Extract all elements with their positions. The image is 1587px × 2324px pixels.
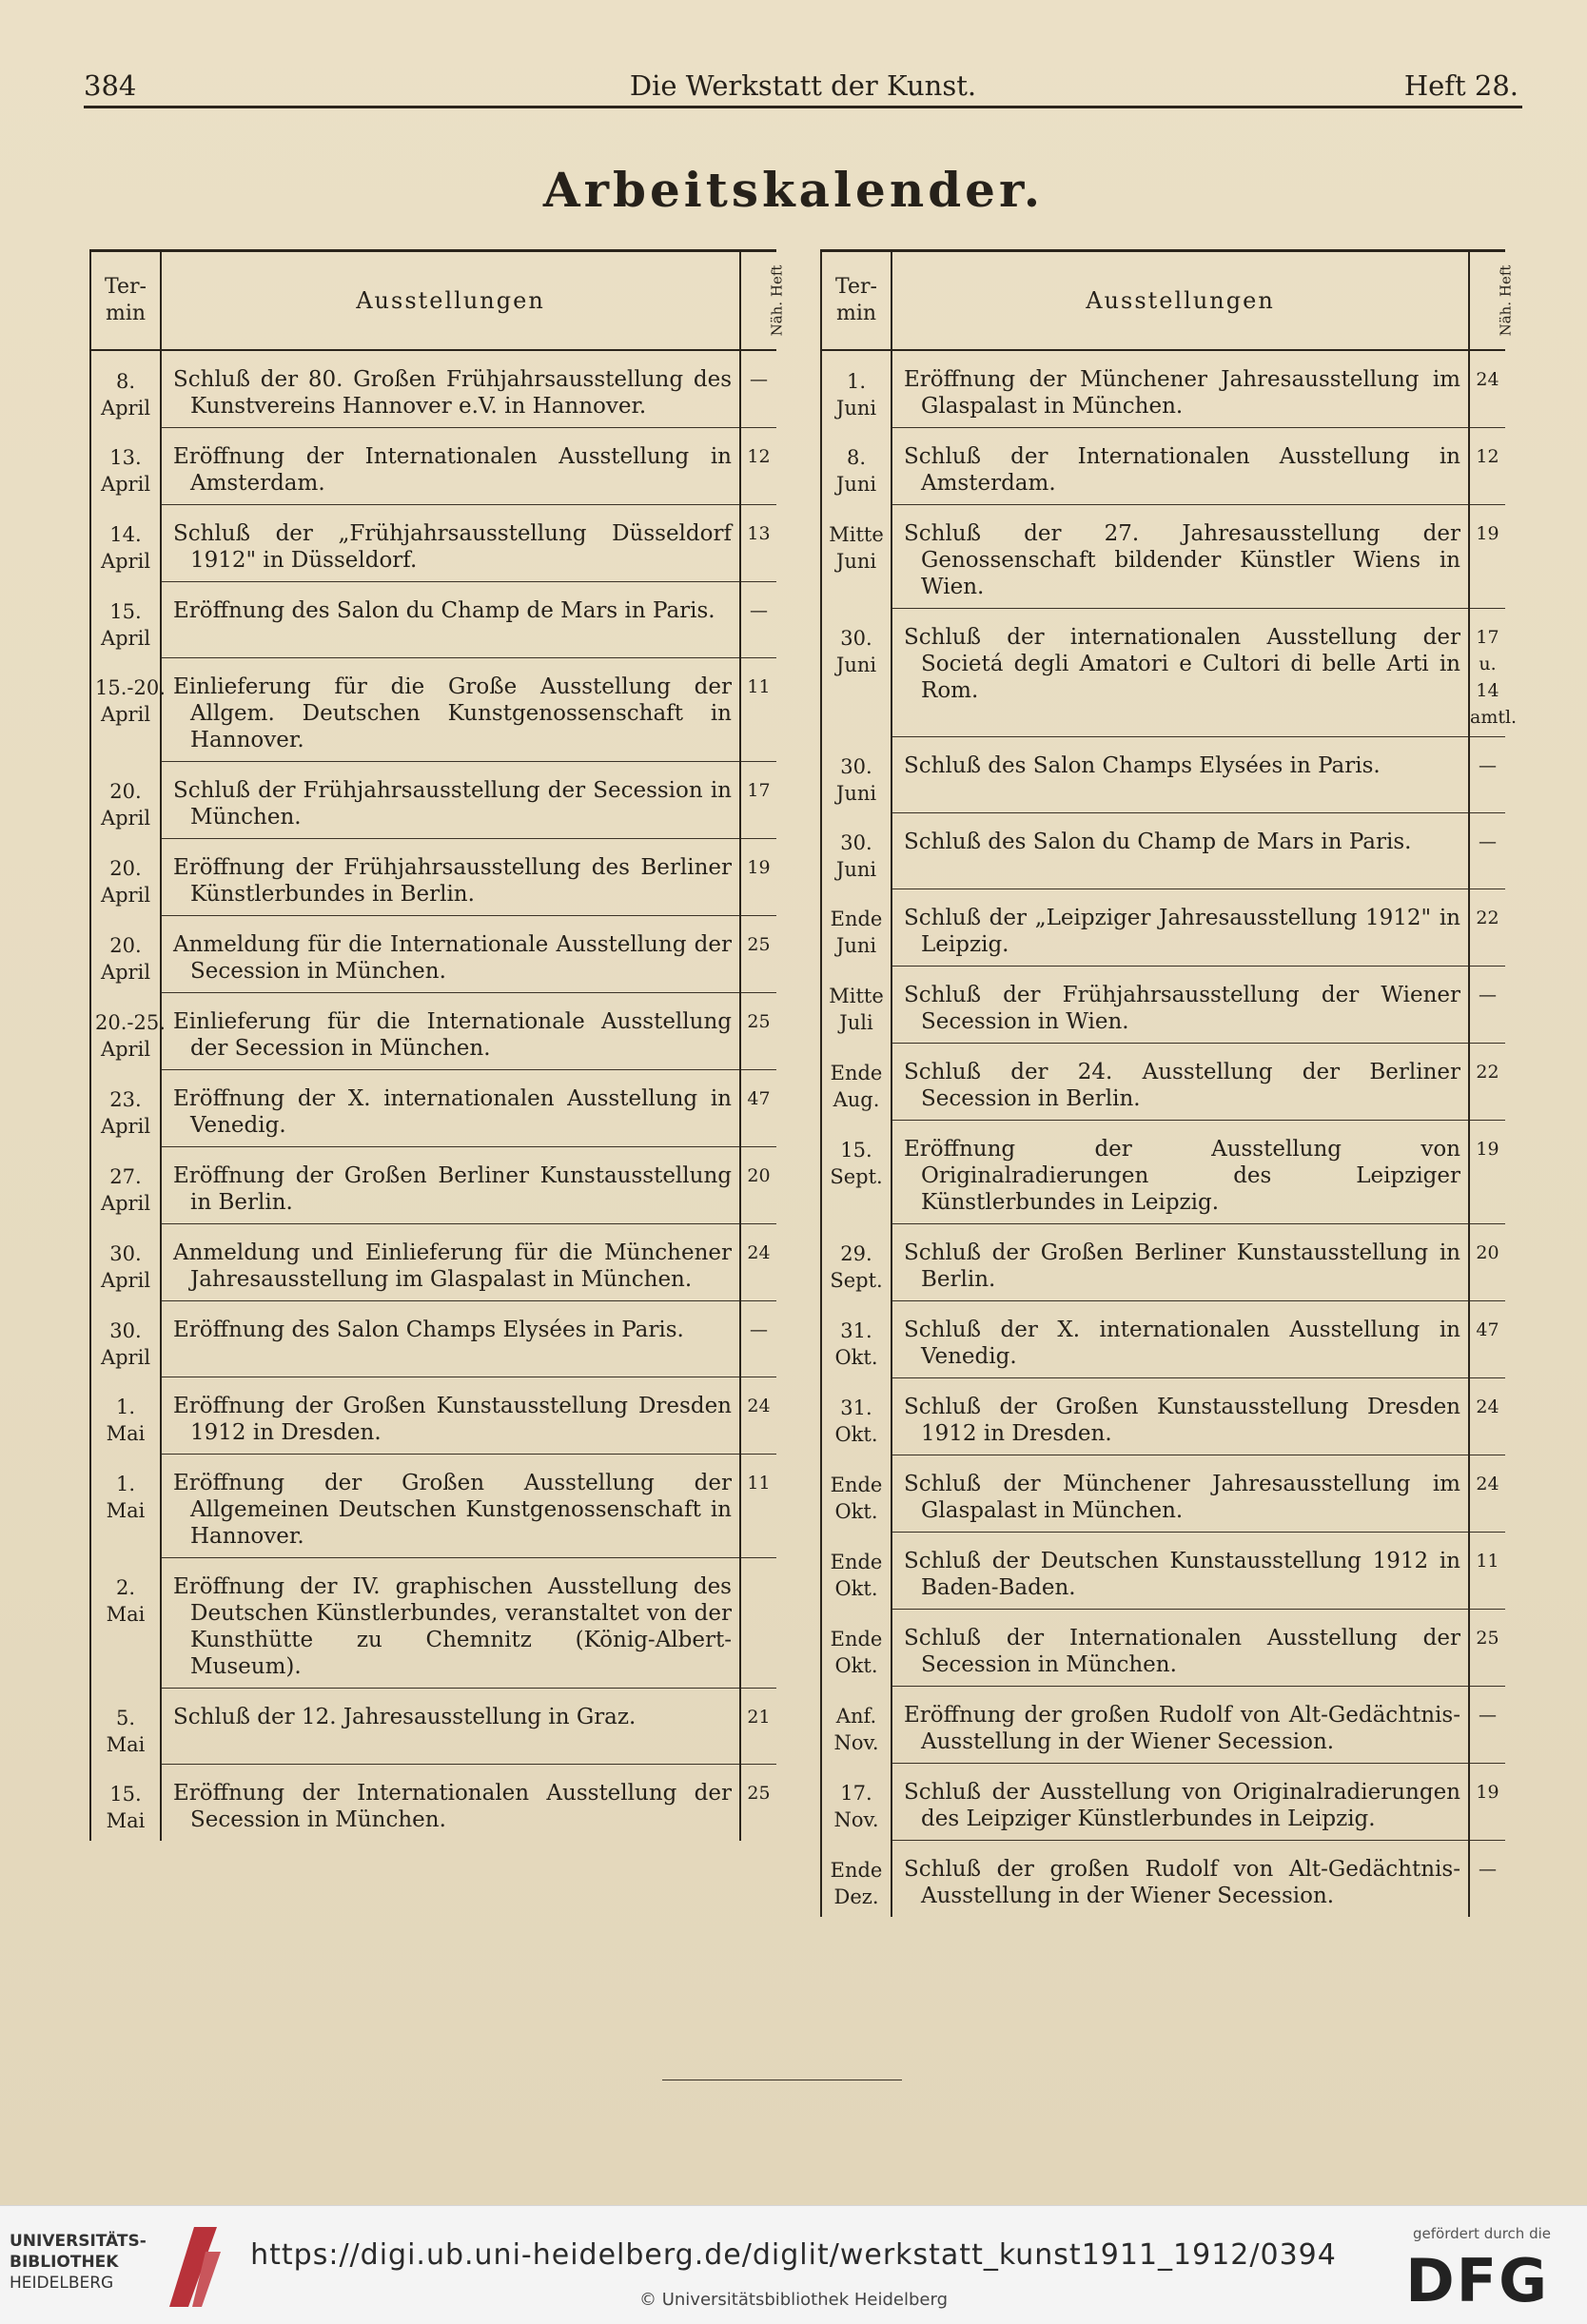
calendar-entry	[90, 350, 776, 428]
entry-date: 1. Juni	[821, 350, 891, 428]
entry-date: Ende Okt.	[821, 1455, 891, 1532]
entry-date: 8. Juni	[821, 427, 891, 504]
calendar-entry	[821, 1686, 1505, 1763]
entry-issue-reference: —	[1469, 966, 1505, 1043]
entry-description: Schluß der 27. Jahresausstellung der Genossenschaft bildender Künstler Wiens in Wien.	[891, 504, 1469, 608]
calendar-entry	[821, 1300, 1505, 1377]
calendar-entry	[90, 657, 776, 761]
entry-date: 8. April	[90, 350, 161, 428]
calendar-entry	[90, 1069, 776, 1146]
entry-issue-reference: 25	[740, 992, 776, 1069]
entry-description: Schluß der Großen Kunstausstellung Dresden 1912 in Dresden.	[891, 1377, 1469, 1455]
copyright-notice: © Universitätsbibliothek Heidelberg	[638, 2290, 948, 2310]
calendar-entry	[90, 1764, 776, 1841]
viewer-footer	[0, 2205, 1587, 2324]
running-head	[84, 55, 1522, 108]
calendar-entry	[90, 1454, 776, 1557]
funded-by-label: gefördert durch die	[1413, 2225, 1551, 2242]
permalink-url[interactable]: https://digi.ub.uni-heidelberg.de/diglit/werkstatt_kunst1911_1912/0394	[250, 2238, 1337, 2272]
calendar-entry	[90, 427, 776, 504]
entry-date: 30. Juni	[821, 736, 891, 812]
entry-date: Anf. Nov.	[821, 1686, 891, 1763]
entry-issue-reference: 12	[740, 427, 776, 504]
entry-date: 14. April	[90, 504, 161, 581]
entry-date: 13. April	[90, 427, 161, 504]
library-name-line: UNIVERSITÄTS-	[10, 2232, 147, 2251]
entry-description: Schluß der „Leipziger Jahresausstellung 1912" in Leipzig.	[891, 889, 1469, 966]
entry-issue-reference: 17 u. 14 amtl.	[1469, 608, 1505, 736]
page-number: 384	[84, 69, 137, 102]
column-header-issue: Näh. Heft	[1469, 251, 1505, 350]
entry-issue-reference: 12	[1469, 427, 1505, 504]
entry-issue-reference: 13	[740, 504, 776, 581]
entry-issue-reference: —	[1469, 736, 1505, 812]
entry-issue-reference: 17	[740, 761, 776, 838]
calendar-entry	[90, 581, 776, 657]
entry-issue-reference: 24	[1469, 1455, 1505, 1532]
calendar-table-right	[820, 249, 1518, 1917]
entry-date: 30. April	[90, 1223, 161, 1300]
entry-date: Mitte Juli	[821, 966, 891, 1043]
entry-description: Schluß der Internationalen Ausstellung der Secession in München.	[891, 1609, 1469, 1686]
entry-date: 1. Mai	[90, 1454, 161, 1557]
entry-date: 17. Nov.	[821, 1763, 891, 1840]
calendar-entry	[821, 966, 1505, 1043]
entry-date: 15. April	[90, 581, 161, 657]
entry-issue-reference: 19	[740, 838, 776, 915]
entry-description: Schluß der Frühjahrsausstellung der Wiener Secession in Wien.	[891, 966, 1469, 1043]
column-header-exhibitions: Ausstellungen	[161, 251, 740, 350]
entry-date: 15. Sept.	[821, 1120, 891, 1223]
entry-date: 29. Sept.	[821, 1223, 891, 1300]
page-title: Arbeitskalender.	[542, 162, 1045, 218]
entry-issue-reference: 25	[1469, 1609, 1505, 1686]
entry-issue-reference: 22	[1469, 889, 1505, 966]
entry-issue-reference: 11	[1469, 1532, 1505, 1609]
calendar-entry	[821, 504, 1505, 608]
entry-issue-reference: 47	[740, 1069, 776, 1146]
entry-issue-reference: 11	[740, 657, 776, 761]
entry-date: 27. April	[90, 1146, 161, 1223]
entry-issue-reference: —	[740, 1300, 776, 1377]
entry-description: Eröffnung der Internationalen Ausstellung in Amsterdam.	[161, 427, 740, 504]
entry-description: Eröffnung der Ausstellung von Originalradierungen des Leipziger Künstlerbundes in Leipzig.	[891, 1120, 1469, 1223]
calendar-entry	[90, 1688, 776, 1764]
calendar-entry	[90, 992, 776, 1069]
calendar-entry	[90, 1377, 776, 1454]
entry-issue-reference: 20	[740, 1146, 776, 1223]
calendar-entry	[90, 1146, 776, 1223]
entry-date: 30. Juni	[821, 812, 891, 889]
entry-date: 20.-25. April	[90, 992, 161, 1069]
calendar-entry	[90, 761, 776, 838]
entry-issue-reference: 25	[740, 915, 776, 992]
entry-issue-reference: —	[1469, 812, 1505, 889]
calendar-entry	[821, 889, 1505, 966]
entry-description: Eröffnung der Großen Kunstausstellung Dresden 1912 in Dresden.	[161, 1377, 740, 1454]
entry-issue-reference: 19	[1469, 504, 1505, 608]
entry-description: Eröffnung des Salon du Champ de Mars in Paris.	[161, 581, 740, 657]
entry-date: 20. April	[90, 838, 161, 915]
entry-description: Schluß der internationalen Ausstellung der Societá degli Amatori e Cultori di belle Arti in Rom.	[891, 608, 1469, 736]
column-header-date: Ter- min	[90, 251, 161, 350]
entry-issue-reference: —	[740, 581, 776, 657]
entry-date: 20. April	[90, 761, 161, 838]
entry-date: Ende Okt.	[821, 1532, 891, 1609]
calendar-entry	[821, 1763, 1505, 1840]
entry-description: Eröffnung der Internationalen Ausstellung der Secession in München.	[161, 1764, 740, 1841]
calendar-entry	[821, 736, 1505, 812]
entry-description: Schluß der „Frühjahrsausstellung Düsseldorf 1912" in Düsseldorf.	[161, 504, 740, 581]
entry-description: Eröffnung der Großen Berliner Kunstausstellung in Berlin.	[161, 1146, 740, 1223]
entry-description: Eröffnung der Großen Ausstellung der Allgemeinen Deutschen Kunstgenossenschaft in Hannover.	[161, 1454, 740, 1557]
calendar-entry	[90, 838, 776, 915]
entry-issue-reference: 21	[740, 1688, 776, 1764]
entry-description: Schluß der Münchener Jahresausstellung im Glaspalast in München.	[891, 1455, 1469, 1532]
dfg-logo: DFG	[1405, 2246, 1549, 2315]
entry-date: 5. Mai	[90, 1688, 161, 1764]
calendar-entry	[90, 1300, 776, 1377]
entry-description: Schluß der Deutschen Kunstausstellung 1912 in Baden-Baden.	[891, 1532, 1469, 1609]
entry-issue-reference: 19	[1469, 1120, 1505, 1223]
entry-issue-reference: 24	[1469, 350, 1505, 428]
entry-description: Schluß der Frühjahrsausstellung der Secession in München.	[161, 761, 740, 838]
library-name-line: HEIDELBERG	[10, 2274, 114, 2293]
entry-issue-reference	[740, 1557, 776, 1688]
calendar-entry	[821, 1377, 1505, 1455]
entry-issue-reference: 25	[747, 1782, 771, 1804]
calendar-entry	[821, 427, 1505, 504]
calendar-entry	[90, 915, 776, 992]
entry-description: Anmeldung und Einlieferung für die Münchener Jahresausstellung im Glaspalast in München.	[161, 1223, 740, 1300]
entry-date: 1. Mai	[90, 1377, 161, 1454]
entry-date: 20. April	[90, 915, 161, 992]
calendar-entry	[821, 1532, 1505, 1609]
entry-date: Ende Dez.	[821, 1840, 891, 1917]
issue-label: Heft 28.	[1403, 69, 1518, 102]
calendar-entry	[821, 1455, 1505, 1532]
entry-date: Mitte Juni	[821, 504, 891, 608]
column-header-date: Ter- min	[821, 251, 891, 350]
entry-date: 2. Mai	[90, 1557, 161, 1688]
column-header-issue: Näh. Heft	[740, 251, 776, 350]
calendar-entry	[90, 1557, 776, 1688]
entry-description: Schluß der großen Rudolf von Alt-Gedächtnis-Ausstellung in der Wiener Secession.	[891, 1840, 1469, 1917]
entry-description: Eröffnung der IV. graphischen Ausstellung des Deutschen Künstlerbundes, veranstaltet von der Kunsthütte zu Chemnitz (König-Albert-Museum).	[161, 1557, 740, 1688]
entry-description: Anmeldung für die Internationale Ausstellung der Secession in München.	[161, 915, 740, 992]
entry-issue-reference: 24	[740, 1223, 776, 1300]
entry-description: Schluß des Salon Champs Elysées in Paris.	[891, 736, 1469, 812]
entry-date: 30. April	[90, 1300, 161, 1377]
calendar-entry	[90, 504, 776, 581]
entry-date: 23. April	[90, 1069, 161, 1146]
entry-description: Schluß des Salon du Champ de Mars in Paris.	[891, 812, 1469, 889]
calendar-entry	[821, 812, 1505, 889]
calendar-entry	[821, 1120, 1505, 1223]
entry-description: Eröffnung der Frühjahrsausstellung des Berliner Künstlerbundes in Berlin.	[161, 838, 740, 915]
entry-description: Schluß der Internationalen Ausstellung in Amsterdam.	[891, 427, 1469, 504]
calendar-entry	[821, 1840, 1505, 1917]
entry-issue-reference: —	[740, 350, 776, 428]
entry-date: Ende Okt.	[821, 1609, 891, 1686]
calendar-entry	[821, 1043, 1505, 1120]
journal-title: Die Werkstatt der Kunst.	[629, 69, 977, 102]
entry-issue-reference: 24	[1469, 1377, 1505, 1455]
entry-date: 31. Okt.	[821, 1300, 891, 1377]
entry-issue-reference: 19	[1469, 1763, 1505, 1840]
entry-date: Ende Aug.	[821, 1043, 891, 1120]
entry-issue-reference: —	[1479, 1858, 1497, 1880]
entry-description: Eröffnung der X. internationalen Ausstellung in Venedig.	[161, 1069, 740, 1146]
entry-issue-reference: —	[1469, 1686, 1505, 1763]
entry-date: 31. Okt.	[821, 1377, 891, 1455]
library-name-line: BIBLIOTHEK	[10, 2253, 119, 2272]
entry-issue-reference: 47	[1469, 1300, 1505, 1377]
calendar-entry	[90, 1223, 776, 1300]
calendar-entry	[821, 608, 1505, 736]
entry-description: Eröffnung der Münchener Jahresausstellung im Glaspalast in München.	[891, 350, 1469, 428]
entry-description: Schluß der 80. Großen Frühjahrsausstellung des Kunstvereins Hannover e.V. in Hannover.	[161, 350, 740, 428]
entry-date: 15.-20. April	[90, 657, 161, 761]
entry-date: Ende Juni	[821, 889, 891, 966]
entry-description: Einlieferung für die Internationale Ausstellung der Secession in München.	[161, 992, 740, 1069]
calendar-entry	[821, 350, 1505, 428]
entry-issue-reference: 24	[740, 1377, 776, 1454]
calendar-entry	[821, 1223, 1505, 1300]
column-header-exhibitions: Ausstellungen	[891, 251, 1469, 350]
entry-description: Schluß der X. internationalen Ausstellung in Venedig.	[891, 1300, 1469, 1377]
entry-issue-reference: 22	[1469, 1043, 1505, 1120]
entry-date: 30. Juni	[821, 608, 891, 736]
calendar-entry	[821, 1609, 1505, 1686]
entry-issue-reference: 11	[740, 1454, 776, 1557]
entry-description: Schluß der 12. Jahresausstellung in Graz.	[161, 1688, 740, 1764]
entry-description: Eröffnung der großen Rudolf von Alt-Gedächtnis-Ausstellung in der Wiener Secession.	[891, 1686, 1469, 1763]
entry-description: Schluß der Ausstellung von Originalradierungen des Leipziger Künstlerbundes in Leipzig.	[891, 1763, 1469, 1840]
entry-issue-reference: 20	[1469, 1223, 1505, 1300]
entry-description: Schluß der 24. Ausstellung der Berliner Secession in Berlin.	[891, 1043, 1469, 1120]
entry-description: Einlieferung für die Große Ausstellung der Allgem. Deutschen Kunstgenossenschaft in Hannover.	[161, 657, 740, 761]
entry-description: Eröffnung des Salon Champs Elysées in Paris.	[161, 1300, 740, 1377]
entry-date: 15. Mai	[90, 1764, 161, 1841]
entry-description: Schluß der Großen Berliner Kunstausstellung in Berlin.	[891, 1223, 1469, 1300]
calendar-table-left	[89, 249, 786, 1841]
